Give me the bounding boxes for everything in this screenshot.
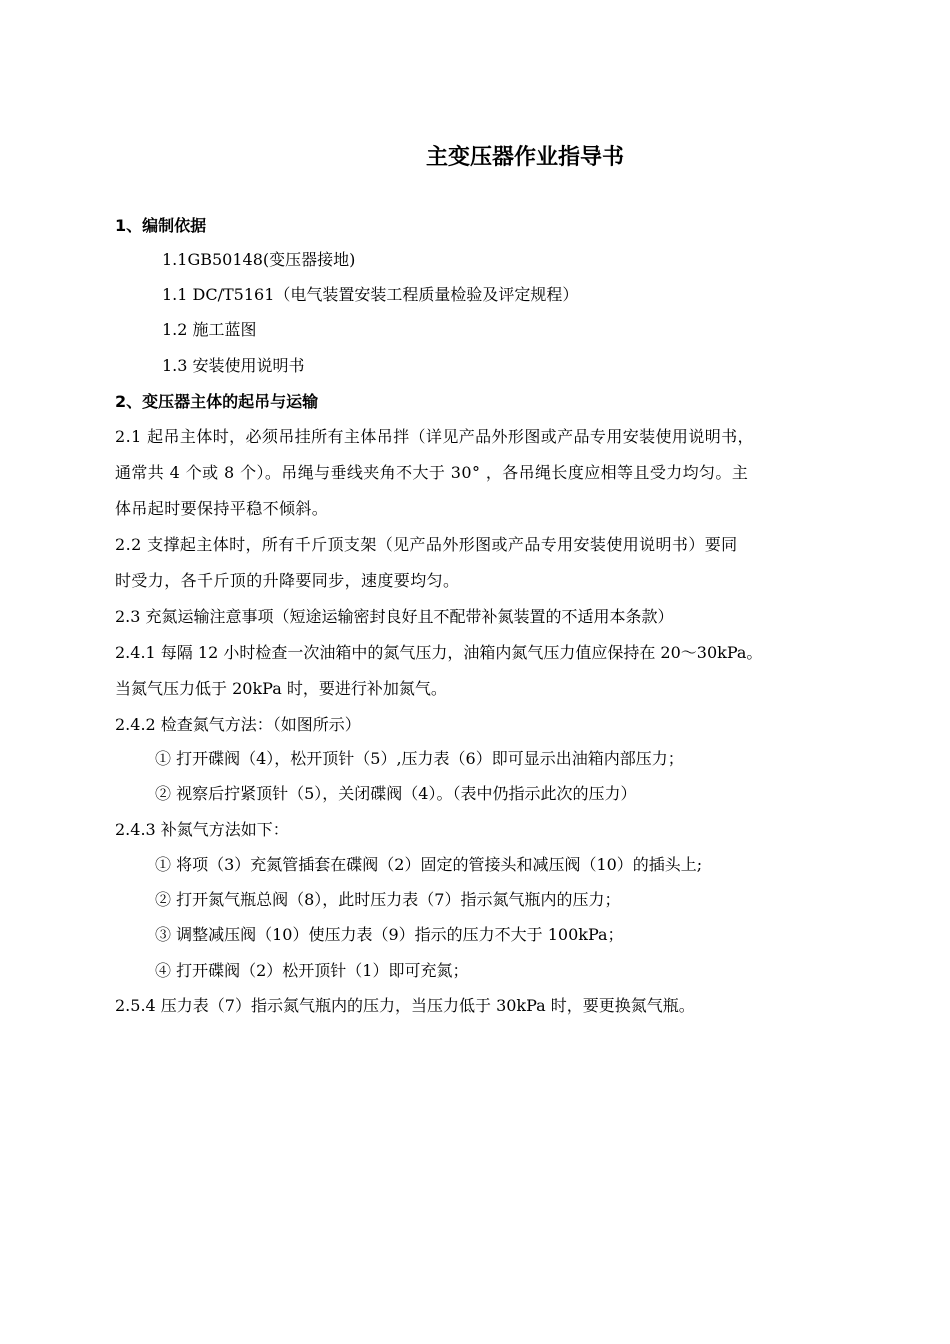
basis-item: 1.2 施工蓝图 — [162, 320, 257, 339]
refill-step: ④ 打开碟阀（2）松开顶针（1）即可充氮； — [155, 961, 469, 980]
refill-step: ① 将项（3）充氮管插套在碟阀（2）固定的管接头和减压阀（10）的插头上; — [155, 855, 703, 874]
section-2-heading: 2、变压器主体的起吊与运输 — [115, 392, 319, 411]
paragraph-2-4-2-heading: 2.4.2 检查氮气方法：（如图所示） — [115, 715, 361, 734]
check-step: ① 打开碟阀（4），松开顶针（5）,压力表（6）即可显示出油箱内部压力； — [155, 749, 684, 768]
refill-step: ③ 调整减压阀（10）使压力表（9）指示的压力不大于 100kPa； — [155, 925, 624, 944]
refill-step: ② 打开氮气瓶总阀（8），此时压力表（7）指示氮气瓶内的压力； — [155, 890, 621, 909]
basis-item: 1.3 安装使用说明书 — [162, 356, 305, 375]
paragraph-2-3: 2.3 充氮运输注意事项（短途运输密封良好且不配带补氮装置的不适用本条款） — [115, 607, 674, 626]
paragraph-2-1-line: 2.1 起吊主体时，必须吊挂所有主体吊拌（详见产品外形图或产品专用安装使用说明书， — [115, 427, 754, 446]
paragraph-2-2-line: 时受力，各千斤顶的升降要同步，速度要均匀。 — [115, 571, 460, 590]
check-step: ② 视察后拧紧顶针（5），关闭碟阀（4）。（表中仍指示此次的压力） — [155, 784, 637, 803]
paragraph-2-1-line: 体吊起时要保持平稳不倾斜。 — [115, 499, 329, 518]
paragraph-2-4-3-heading: 2.4.3 补氮气方法如下： — [115, 820, 289, 839]
paragraph-2-4-1-line: 2.4.1 每隔 12 小时检查一次油箱中的氮气压力，油箱内氮气压力值应保持在 20～30kPa。 — [115, 643, 763, 662]
section-1-heading: 1、编制依据 — [115, 216, 207, 235]
basis-item: 1.1GB50148(变压器接地) — [162, 250, 356, 269]
paragraph-2-5-4: 2.5.4 压力表（7）指示氮气瓶内的压力，当压力低于 30kPa 时，要更换氮气瓶。 — [115, 996, 695, 1015]
paragraph-2-4-1-line: 当氮气压力低于 20kPa 时，要进行补加氮气。 — [115, 679, 447, 698]
paragraph-2-1-line: 通常共 4 个或 8 个）。吊绳与垂线夹角不大于 30° ，各吊绳长度应相等且受力均匀。主 — [115, 463, 749, 482]
paragraph-2-2-line: 2.2 支撑起主体时，所有千斤顶支架（见产品外形图或产品专用安装使用说明书）要同 — [115, 535, 738, 554]
document-title: 主变压器作业指导书 — [425, 145, 624, 170]
basis-item: 1.1 DC/T5161（电气装置安装工程质量检验及评定规程） — [162, 285, 579, 304]
